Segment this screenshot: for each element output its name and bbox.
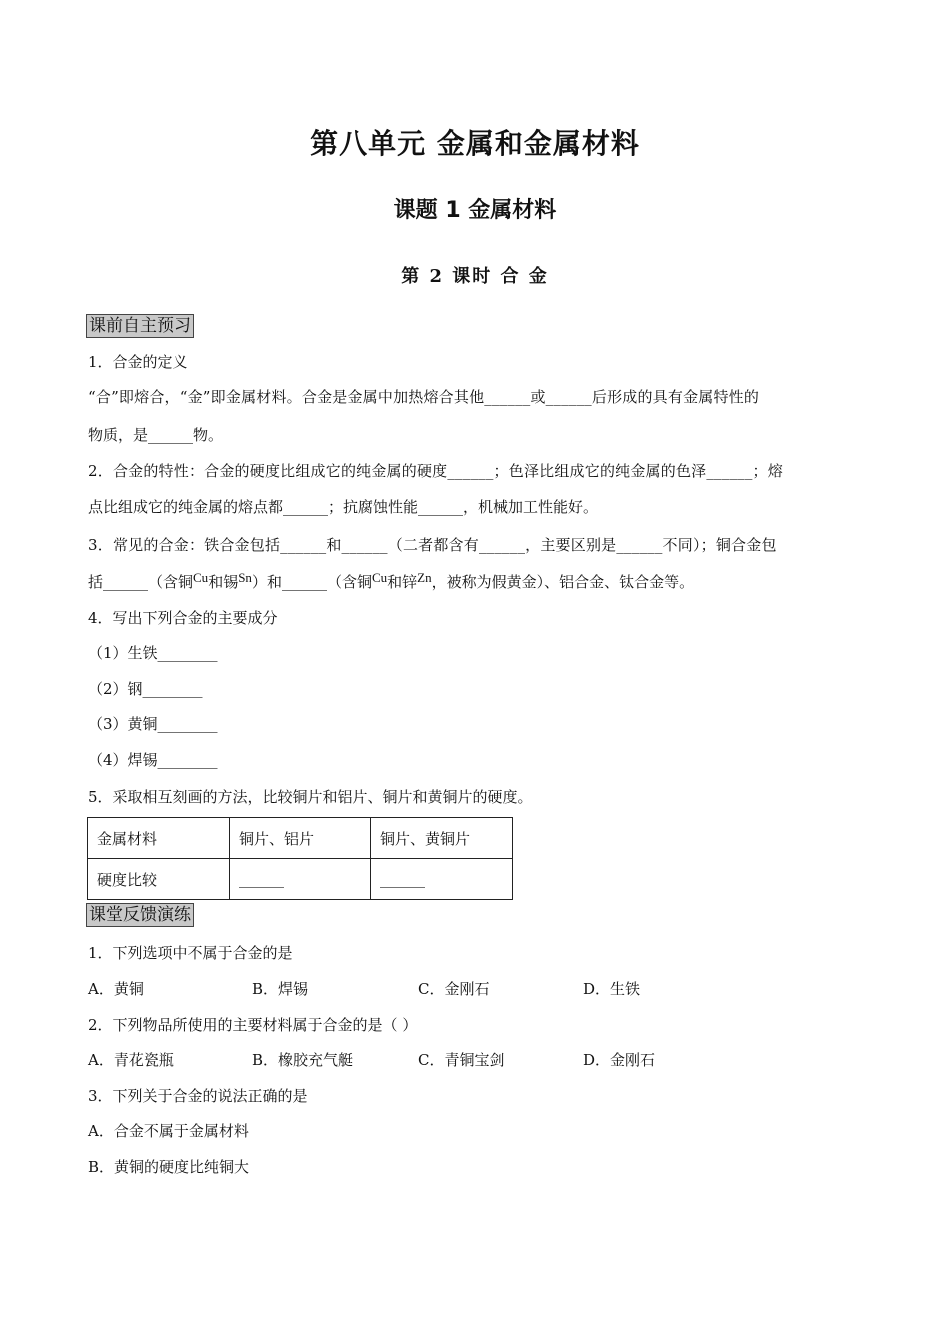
q4-item: （2）钢________ [88,680,203,698]
option-b: B．焊锡 [252,980,309,998]
q3-text-line1: 3．常见的合金：铁合金包括______和______（二者都含有______，主要区别是______不同）；铜合金包 [88,536,777,554]
option-c: C．青铜宝剑 [418,1051,505,1069]
q3-text-b: 和锡 [208,573,239,591]
q5-title: 5．采取相互刻画的方法，比较铜片和铝片、铜片和黄铜片的硬度。 [88,788,533,806]
q1-text-line1: “合”即熔合，“金”即金属材料。合金是金属中加热熔合其他______或______后形成的具有金属特性的 [88,388,760,406]
q4-item: （3）黄铜________ [88,715,218,733]
cu-symbol: Cu [371,570,388,585]
table-cell: 金属材料 [88,818,230,859]
q4-title: 4．写出下列合金的主要成分 [88,609,278,627]
table-cell: 硬度比较 [88,859,230,900]
option-d: D．生铁 [583,980,641,998]
section-label-practice: 课堂反馈演练 [86,903,194,927]
hardness-table [87,817,513,900]
unit-title: 第八单元 金属和金属材料 [310,127,640,160]
table-row [88,859,513,900]
q4-item: （4）焊锡________ [88,751,218,769]
q1-text-line2: 物质，是______物。 [88,426,224,444]
zn-symbol: Zn [417,570,432,585]
table-cell: 铜片、铝片 [230,818,371,859]
q1-title: 1．合金的定义 [88,353,188,371]
table-cell: ______ [371,859,513,900]
table-cell: 铜片、黄铜片 [371,818,513,859]
table-cell: ______ [230,859,371,900]
option-c: C．金刚石 [418,980,490,998]
q3-text-line2 [88,572,694,593]
option-b: B．黄铜的硬度比纯铜大 [88,1158,250,1176]
q3-text-e: ，被称为假黄金）、铝合金、钛合金等。 [431,573,695,591]
sn-symbol: Sn [238,570,252,585]
q3-text-c: ）和______（含铜 [251,573,372,591]
q2-text-line2: 点比组成它的纯金属的熔点都______；抗腐蚀性能______，机械加工性能好。 [88,498,599,516]
option-a: A．黄铜 [88,980,144,998]
section-label-preview: 课前自主预习 [86,314,194,338]
practice-q2-title: 2．下列物品所使用的主要材料属于合金的是（ ） [88,1016,418,1034]
topic-title: 课题 1 金属材料 [393,198,557,223]
lesson-title: 第 2 课时 合 金 [401,266,549,287]
option-a: A．合金不属于金属材料 [88,1122,249,1140]
option-b: B．橡胶充气艇 [252,1051,354,1069]
table-header-row [88,818,513,859]
practice-q1-title: 1．下列选项中不属于合金的是 [88,944,293,962]
option-d: D．金刚石 [583,1051,656,1069]
q4-item: （1）生铁________ [88,644,218,662]
q3-text-d: 和锌 [387,573,418,591]
q2-text-line1: 2．合金的特性：合金的硬度比组成它的纯金属的硬度______；色泽比组成它的纯金属的色泽______；熔 [88,462,783,480]
practice-q3-title: 3．下列关于合金的说法正确的是 [88,1087,308,1105]
q3-text-a: 括______（含铜 [88,573,194,591]
option-a: A．青花瓷瓶 [88,1051,174,1069]
cu-symbol: Cu [193,570,209,585]
